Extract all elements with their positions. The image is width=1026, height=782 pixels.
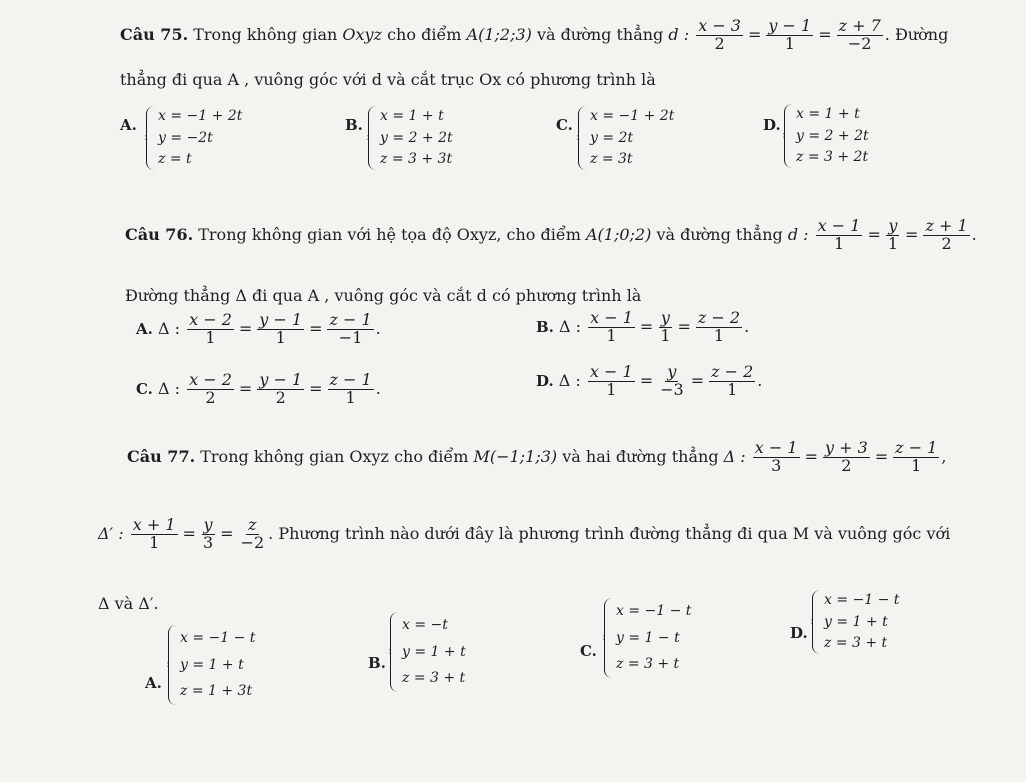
q76-option-d[interactable]: D. Δ : $\frac{x - 1}{1}$ = $\frac{y}{-3}$ = $\frac{z - 2}{1}$ . bbox=[536, 362, 763, 399]
q76-option-b[interactable]: B. Δ : $\frac{x - 1}{1}$ = $\frac{y}{1}$ = $\frac{z - 2}{1}$ . bbox=[536, 308, 750, 345]
brace-icon bbox=[168, 625, 176, 705]
brace-icon bbox=[146, 106, 154, 170]
q75-text2: cho điểm bbox=[387, 24, 462, 44]
q75-label: Câu 75. bbox=[120, 24, 189, 44]
q75-line-name: d : bbox=[668, 24, 690, 44]
brace-icon bbox=[368, 106, 376, 170]
q75-option-c-label[interactable]: C. bbox=[556, 116, 573, 134]
q77-line3: Δ và Δ′. bbox=[98, 594, 159, 613]
q76-label: Câu 76. bbox=[125, 224, 194, 244]
q75-statement: Câu 75. Trong không gian Oxyz cho điểm A(1;2;3) và đường thẳng d : $\frac{x - 3}{2}$ = $\frac{y - 1}{1}$ = $\frac{z + 7}{-2}$ . Đường bbox=[120, 16, 949, 53]
brace-icon bbox=[604, 598, 612, 678]
q77-option-d-system[interactable]: x = −1 − t y = 1 + t z = 3 + t bbox=[812, 590, 899, 654]
q75-frac-y: $\frac{y - 1}{1}$ bbox=[768, 16, 812, 53]
brace-icon bbox=[784, 104, 792, 168]
q75-option-c-system[interactable]: x = −1 + 2t y = 2t z = 3t bbox=[578, 106, 674, 170]
q77-text2: và hai đường thẳng bbox=[562, 446, 719, 466]
q75-option-d-system[interactable]: x = 1 + t y = 2 + 2t z = 3 + 2t bbox=[784, 104, 869, 168]
q76-statement: Câu 76. Trong không gian với hệ tọa độ Oxyz, cho điểm A(1;0;2) và đường thẳng d : $\frac{x - 1}{1}$ = $\frac{y}{1}$ = $\frac{z + 1}{2}$ . bbox=[125, 216, 977, 253]
q76-line-name: d : bbox=[787, 224, 809, 244]
q75-line2: thẳng đi qua A , vuông góc với d và cắt trục Ox có phương trình là bbox=[120, 70, 656, 89]
q77-option-a-label[interactable]: A. bbox=[145, 674, 162, 692]
q76-option-c[interactable]: C. Δ : $\frac{x - 2}{2}$ = $\frac{y - 1}{2}$ = $\frac{z - 1}{1}$ . bbox=[136, 370, 381, 407]
q75-option-b-label[interactable]: B. bbox=[345, 116, 363, 134]
q77-option-c-system[interactable]: x = −1 − t y = 1 − t z = 3 + t bbox=[604, 598, 691, 678]
brace-icon bbox=[390, 612, 398, 692]
q77-line2-text: . Phương trình nào dưới đây là phương trình đường thẳng đi qua M và vuông góc với bbox=[268, 523, 951, 543]
q76-line2: Đường thẳng Δ đi qua A , vuông góc và cắt d có phương trình là bbox=[125, 286, 642, 305]
q77-statement: Câu 77. Trong không gian Oxyz cho điểm M(−1;1;3) và hai đường thẳng Δ : $\frac{x - 1}{3}$ = $\frac{y + 3}{2}$ = $\frac{z - 1}{1}$ , bbox=[127, 438, 947, 475]
q77-option-c-label[interactable]: C. bbox=[580, 642, 597, 660]
q76-text1: Trong không gian với hệ tọa độ Oxyz, cho điểm bbox=[198, 224, 581, 244]
brace-icon bbox=[812, 590, 820, 654]
q77-label: Câu 77. bbox=[127, 446, 196, 466]
q77-point: M(−1;1;3) bbox=[473, 446, 558, 466]
q75-option-a-label[interactable]: A. bbox=[120, 116, 137, 134]
q77-frac-z: $\frac{z - 1}{1}$ bbox=[895, 438, 938, 475]
q77-line2-name: Δ′ : bbox=[98, 523, 124, 543]
q77-line2: Δ′ : $\frac{x + 1}{1}$ = $\frac{y}{3}$ = $\frac{z}{-2}$ . Phương trình nào dưới đây là phương trình đường thẳng đi qua M và vuông góc với bbox=[98, 515, 951, 552]
q75-text1: Trong không gian bbox=[193, 24, 338, 44]
q75-space: Oxyz bbox=[342, 24, 382, 44]
q77-option-b-system[interactable]: x = −t y = 1 + t z = 3 + t bbox=[390, 612, 466, 692]
q75-frac-z: $\frac{z + 7}{-2}$ bbox=[838, 16, 881, 53]
q75-option-b-system[interactable]: x = 1 + t y = 2 + 2t z = 3 + 3t bbox=[368, 106, 453, 170]
q75-text4: . Đường bbox=[884, 24, 949, 44]
q76-point: A(1;0;2) bbox=[586, 224, 652, 244]
brace-icon bbox=[578, 106, 586, 170]
q76-frac-x: $\frac{x - 1}{1}$ bbox=[817, 216, 861, 253]
q76-frac-y: $\frac{y}{1}$ bbox=[887, 216, 899, 253]
q76-text2: và đường thẳng bbox=[656, 224, 783, 244]
q77-option-b-label[interactable]: B. bbox=[368, 654, 386, 672]
q77-frac-x: $\frac{x - 1}{3}$ bbox=[754, 438, 798, 475]
q77-option-a-system[interactable]: x = −1 − t y = 1 + t z = 1 + 3t bbox=[168, 625, 255, 705]
q75-frac-x: $\frac{x - 3}{2}$ bbox=[698, 16, 741, 53]
q75-text3: và đường thẳng bbox=[537, 24, 664, 44]
q75-point: A(1;2;3) bbox=[466, 24, 532, 44]
q76-frac-z: $\frac{z + 1}{2}$ bbox=[925, 216, 968, 253]
q77-frac-y: $\frac{y + 3}{2}$ bbox=[824, 438, 868, 475]
q76-option-a[interactable]: A. Δ : $\frac{x - 2}{1}$ = $\frac{y - 1}{1}$ = $\frac{z - 1}{-1}$ . bbox=[136, 310, 381, 347]
q77-text1: Trong không gian Oxyz cho điểm bbox=[200, 446, 469, 466]
q75-option-a-system[interactable]: x = −1 + 2t y = −2t z = t bbox=[146, 106, 242, 170]
q77-line-name: Δ : bbox=[723, 446, 746, 466]
q77-option-d-label[interactable]: D. bbox=[790, 624, 808, 642]
q75-option-d-label[interactable]: D. bbox=[763, 116, 781, 134]
